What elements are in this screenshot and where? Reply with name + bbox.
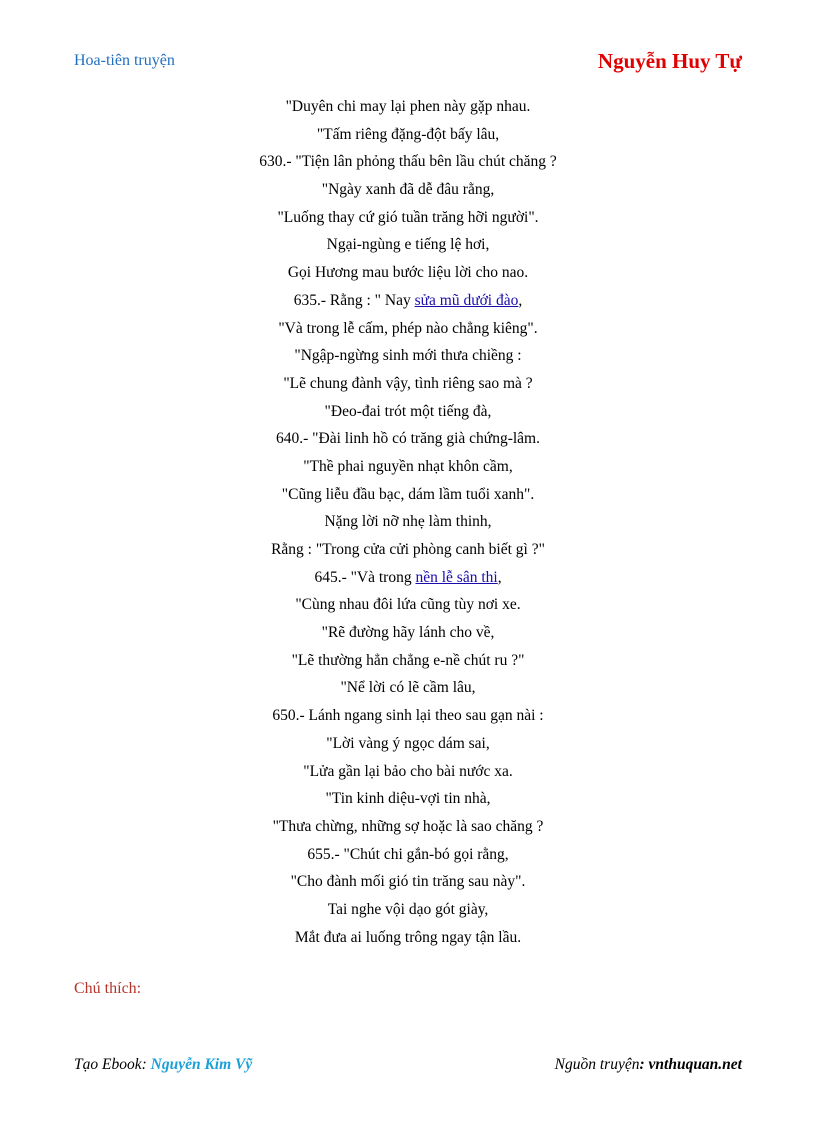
poem-line: "Rẽ đường hãy lánh cho về, [321, 624, 495, 642]
poem-line: Nặng lời nỡ nhẹ làm thinh, [324, 513, 492, 531]
source-site: vnthuquan.net [648, 1056, 742, 1073]
notes-label: Chú thích: [74, 980, 142, 997]
poem-line: "Thưa chừng, những sợ hoặc là sao chăng ? [272, 817, 544, 835]
poem-line: "Lẽ chung đành vậy, tình riêng sao mà ? [283, 374, 533, 392]
poem-line: "Lời vàng ý ngọc dám sai, [326, 734, 490, 752]
poem-line: Ngại-ngùng e tiếng lệ hơi, [326, 236, 490, 254]
poem-line: "Cùng nhau đôi lứa cũng tùy nơi xe. [295, 596, 521, 614]
poem-line: 655.- "Chút chi gắn-bó gọi rằng, [307, 845, 509, 863]
poem-line: "Ngập-ngừng sinh mới thưa chiềng : [294, 347, 522, 365]
poem-line: Tai nghe vội dạo gót giày, [327, 900, 489, 918]
poem-line: Mắt đưa ai luống trông ngay tận lầu. [294, 928, 522, 946]
poem-line: "Tin kinh diệu-vợi tin nhà, [325, 790, 491, 808]
poem-line: 640.- "Đài linh hồ có trăng già chứng-lâm. [276, 430, 540, 448]
poem-line-text: 645.- "Và trong [314, 568, 416, 586]
poem-line: "Cũng liễu đầu bạc, dám lầm tuổi xanh". [281, 485, 535, 503]
source-credit-separator: : [639, 1056, 649, 1073]
poem-line: Gọi Hương mau bước liệu lời cho nao. [287, 264, 529, 282]
ebook-credit [74, 1056, 252, 1074]
poem-body [0, 93, 816, 951]
poem-line: "Duyên chi may lại phen này gặp nhau. [285, 98, 531, 115]
poem-line: "Lửa gần lại bảo cho bài nước xa. [303, 762, 513, 780]
poem-line: "Thề phai nguyền nhạt khôn cầm, [303, 457, 513, 475]
poem-line: Rằng : "Trong cửa cửi phòng canh biết gì ?" [271, 541, 545, 558]
footnote-link[interactable]: sửa mũ dưới đào [414, 291, 519, 309]
ebook-credit-label: Tạo Ebook [74, 1056, 142, 1073]
poem-line: "Tấm riêng đặng-đột bấy lâu, [316, 125, 500, 143]
ebook-credit-separator: : [141, 1056, 151, 1073]
book-title: Hoa-tiên truyện [74, 52, 175, 69]
poem-line: "Lẽ thường hẳn chẳng e-nề chút ru ?" [291, 651, 525, 669]
poem-line: 650.- Lánh ngang sinh lại theo sau gạn nài : [272, 707, 544, 725]
poem-line: 630.- "Tiện lân phỏng thấu bên lầu chút chăng ? [259, 153, 557, 171]
source-credit-label: Nguồn truyện [554, 1056, 640, 1073]
ebook-creator-name: Nguyễn Kim Vỹ [150, 1056, 253, 1073]
poem-line: "Ngày xanh đã dễ đâu rằng, [321, 181, 495, 199]
footnote-link[interactable]: nền lễ sân thi [415, 568, 498, 586]
poem-line [0, 564, 816, 592]
poem-line: "Cho đành mối gió tin trăng sau này". [290, 873, 526, 891]
poem-line: "Nể lời có lẽ cầm lâu, [340, 679, 476, 697]
poem-line: "Đeo-đai trót một tiếng đà, [324, 402, 492, 420]
author-name: Nguyễn Huy Tự [597, 49, 742, 73]
poem-line [0, 287, 816, 315]
poem-line-text: , [518, 291, 523, 309]
poem-line: "Và trong lễ cấm, phép nào chẳng kiêng". [278, 319, 538, 337]
poem-line: "Luống thay cứ gió tuần trăng hỡi người". [277, 208, 539, 226]
source-credit [555, 1056, 742, 1074]
poem-line-text: , [497, 568, 502, 586]
poem-line-text: 635.- Rằng : " Nay [293, 291, 415, 309]
